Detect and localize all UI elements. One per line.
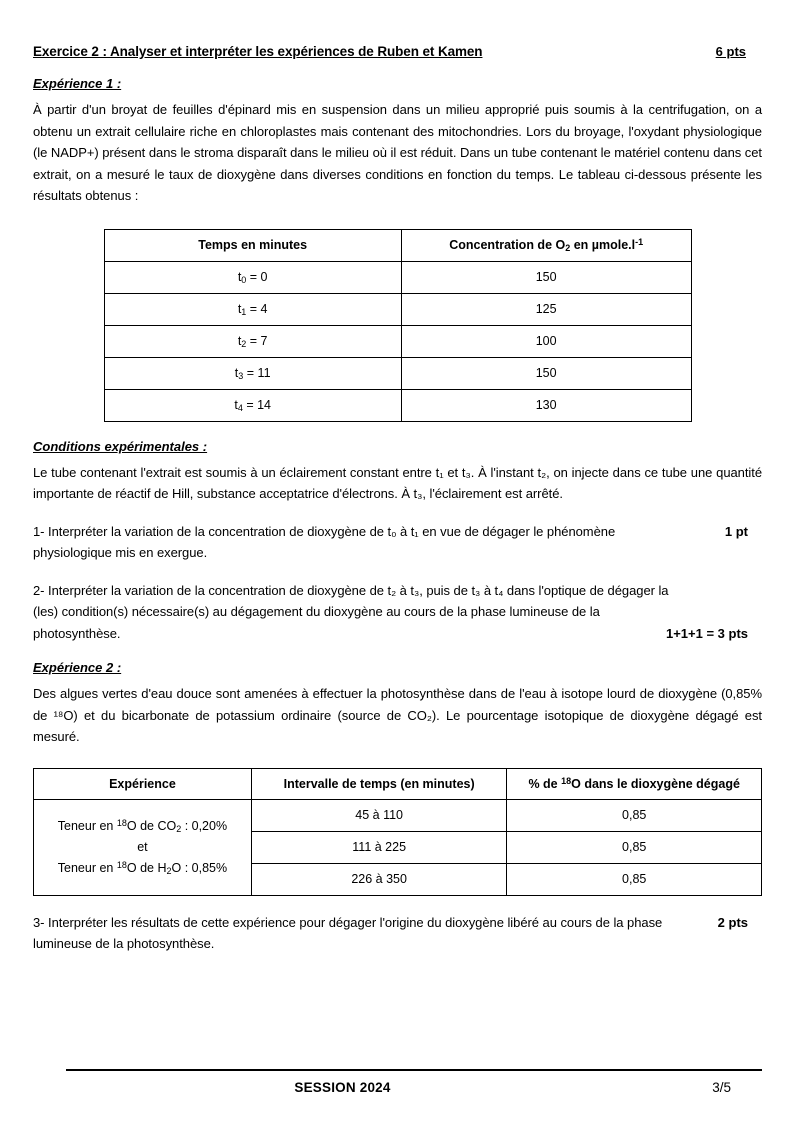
teneur-h2o-superscript: 18 [116, 859, 127, 870]
teneur-h2o-subscript: 2 [166, 865, 172, 876]
question-1-text: 1- Interpréter la variation de la concentration de dioxygène de t₀ à t₁ en vue de dégager le phénomène physiologique mis en exergue. [33, 523, 616, 560]
cell-concentration: 125 [401, 293, 691, 325]
concentration-mid: en µmole.l [570, 237, 636, 252]
percent-suffix: O dans le dioxygène dégagé [571, 776, 740, 791]
teneur-h2o-mid: O de H [126, 860, 167, 875]
time-value: = 4 [246, 301, 268, 316]
time-index: 2 [241, 338, 247, 349]
time-index: 4 [237, 402, 243, 413]
question-1 [33, 521, 762, 564]
cell-percent: 0,85 [507, 831, 762, 863]
footer-row [33, 1080, 762, 1102]
time-index: 1 [241, 306, 247, 317]
question-1-points: 1 pt [724, 523, 748, 539]
exercise-header [33, 44, 762, 59]
cell-time [104, 261, 401, 293]
page-footer [33, 1069, 762, 1102]
question-2 [33, 580, 762, 645]
cell-interval: 226 à 350 [251, 863, 507, 895]
question-2-points: 1+1+1 = 3 pts [665, 625, 748, 641]
teneur-conjunction: et [137, 839, 148, 854]
question-3-text: 3- Interpréter les résultats de cette expérience pour dégager l'origine du dioxygène libéré au cours de la phase lumineuse de la photosynthèse. [33, 914, 663, 951]
cell-time [104, 389, 401, 421]
footer-divider [66, 1069, 762, 1071]
teneur-co2-prefix: Teneur en [57, 818, 117, 833]
time-value: = 11 [243, 365, 271, 380]
cell-concentration: 100 [401, 325, 691, 357]
cell-experience-merged [34, 799, 252, 895]
cell-time [104, 325, 401, 357]
cell-concentration: 150 [401, 357, 691, 389]
time-value: = 14 [242, 397, 271, 412]
concentration-prefix: Concentration de O [449, 237, 566, 252]
footer-session-label: SESSION 2024 [294, 1080, 391, 1095]
cell-interval: 111 à 225 [251, 831, 507, 863]
table-row [34, 799, 762, 831]
column-header-time: Temps en minutes [104, 229, 401, 261]
question-3 [33, 912, 762, 955]
table-header-row [34, 768, 762, 799]
experiment-1-intro-paragraph: À partir d'un broyat de feuilles d'épinard mis en suspension dans un milieu approprié puis soumis à la centrifugation, on a obtenu un extrait cellulaire riche en chloroplastes mais contenant des mitochondries. Lors du broyage, l'oxydant physiologique (le NADP+) présent dans le stroma disparaît dans le milieu où il est réduit. Dans un tube contenant le matériel contenu dans cet extrait, on a mesuré le taux de dioxygène dans diverses conditions en fonction du temps. Le tableau ci-dessous présente les résultats obtenus : [33, 102, 762, 203]
time-index: 3 [238, 370, 244, 381]
cell-interval: 45 à 110 [251, 799, 507, 831]
table-row [104, 389, 691, 421]
time-symbol: t [237, 269, 242, 284]
cell-concentration: 150 [401, 261, 691, 293]
cell-percent: 0,85 [507, 799, 762, 831]
teneur-h2o-suffix: O : 0,85% [171, 860, 228, 875]
time-value: = 7 [246, 333, 268, 348]
question-2-text: 2- Interpréter la variation de la concentration de dioxygène de t₂ à t₃, puis de t₃ à t₄ dans l'optique de dégager la (les) condition(s) nécessaire(s) au dégagement du dioxygène au cours de la phase lumineuse de la photosynthèse. [33, 582, 669, 641]
teneur-co2-suffix: : 0,20% [181, 818, 228, 833]
question-3-points: 2 pts [717, 914, 748, 930]
footer-page-number: 3/5 [712, 1080, 731, 1095]
experimental-conditions-heading: Conditions expérimentales : [33, 438, 208, 454]
time-symbol: t [234, 397, 238, 412]
time-symbol: t [234, 365, 239, 380]
table-row [104, 261, 691, 293]
isotope-results-table [33, 768, 762, 896]
cell-time [104, 293, 401, 325]
time-symbol: t [237, 333, 242, 348]
experiment-2-heading: Expérience 2 : [33, 660, 122, 675]
teneur-h2o-prefix: Teneur en [57, 860, 117, 875]
column-header-interval: Intervalle de temps (en minutes) [251, 768, 507, 799]
exercise-title: Exercice 2 : Analyser et interpréter les expériences de Ruben et Kamen [33, 44, 483, 59]
time-value: = 0 [246, 269, 268, 284]
experimental-conditions-paragraph: Le tube contenant l'extrait est soumis à un éclairement constant entre t₁ et t₃. À l'instant t₂, on injecte dans ce tube une quantité importante de réactif de Hill, substance acceptatrice d'électrons. À t₃, l'éclairement est arrêté. [33, 464, 762, 501]
time-symbol: t [237, 301, 242, 316]
table-row [104, 293, 691, 325]
percent-prefix: % de [528, 776, 562, 791]
time-index: 0 [241, 274, 247, 285]
concentration-superscript: -1 [635, 236, 644, 247]
teneur-co2-mid: O de CO [126, 818, 177, 833]
cell-time [104, 357, 401, 389]
teneur-co2-superscript: 18 [116, 817, 127, 828]
cell-percent: 0,85 [507, 863, 762, 895]
experiment-1-heading: Expérience 1 : [33, 76, 122, 91]
table-header-row [104, 229, 691, 261]
table-row [104, 325, 691, 357]
exercise-points-badge: 6 pts [715, 44, 746, 59]
column-header-experience: Expérience [34, 768, 252, 799]
table-row [104, 357, 691, 389]
concentration-subscript: 2 [565, 242, 571, 253]
experiment-2-intro-paragraph: Des algues vertes d'eau douce sont amenées à effectuer la photosynthèse dans de l'eau à isotope lourd de dioxygène (0,85% de ¹⁸O) et du bicarbonate de potassium ordinaire (source de CO₂). Le pourcentage isotopique de dioxygène dégagé est mesuré. [33, 686, 762, 744]
percent-superscript: 18 [561, 775, 572, 786]
cell-concentration: 130 [401, 389, 691, 421]
oxygen-concentration-table [104, 229, 692, 422]
teneur-co2-subscript: 2 [176, 823, 182, 834]
column-header-concentration [401, 229, 691, 261]
column-header-percent [507, 768, 762, 799]
